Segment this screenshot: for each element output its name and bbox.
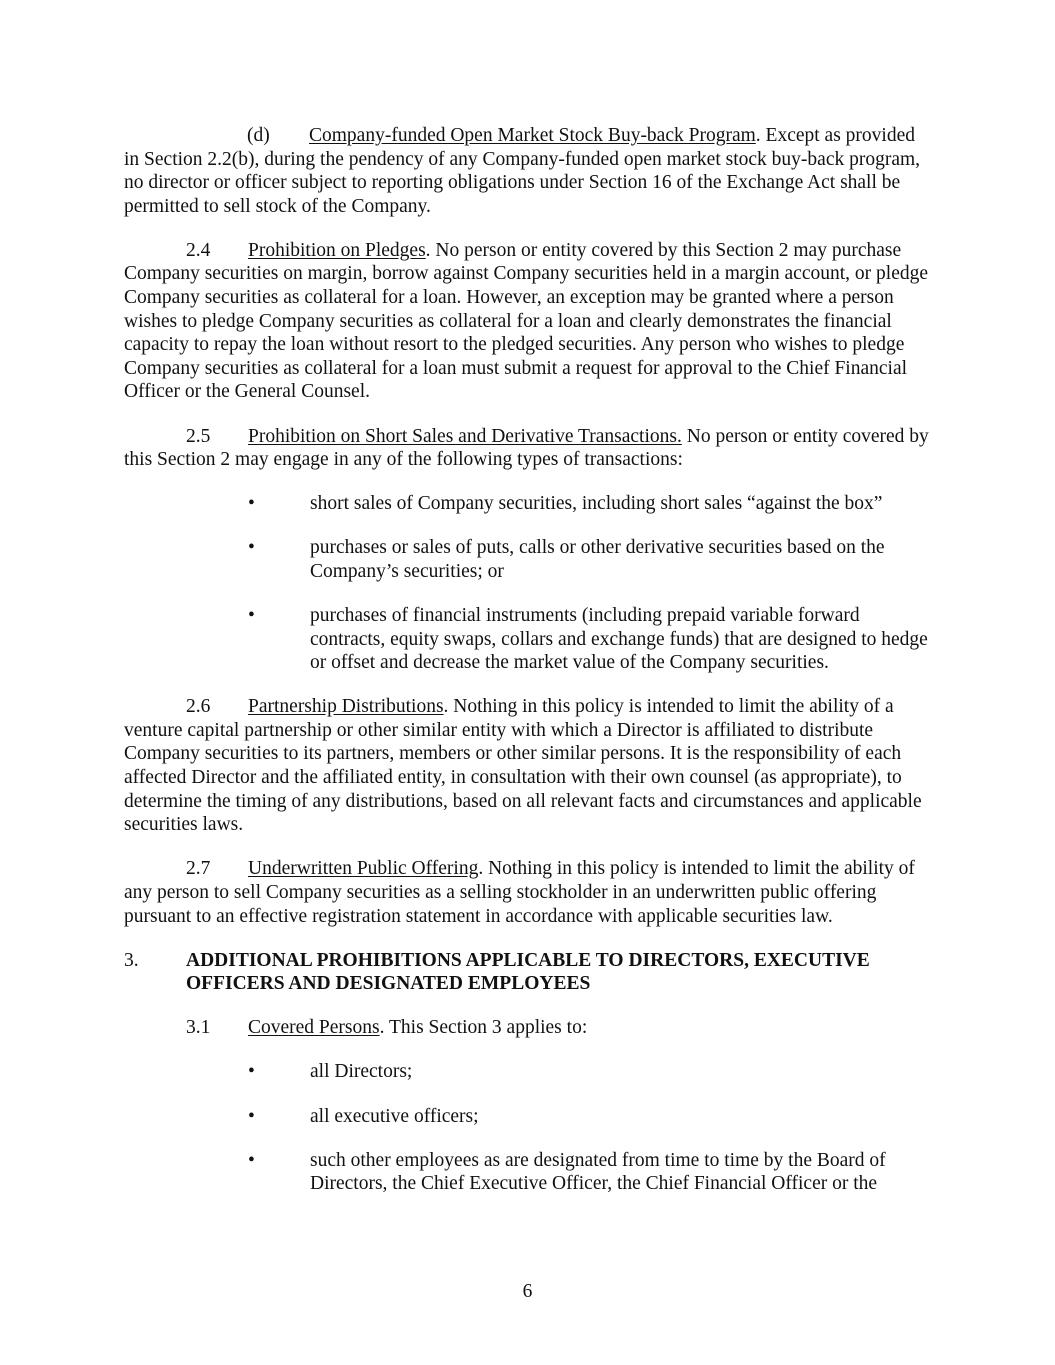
section-3-1 — [124, 1016, 934, 1040]
section-2-6 — [124, 695, 934, 837]
section-body: . Nothing in this policy is intended to limit the ability of a venture capital partnership or other similar entity with which a Director is affiliated to distribute Company securities to its partners, members or other similar persons. It is the responsibility of each affected Director and the affiliated entity, in consultation with their own counsel (as appropriate), to determine the timing of any distributions, based on all relevant facts and circumstances and applicable securities laws. — [124, 696, 922, 836]
section-title: Underwritten Public Offering — [248, 858, 479, 880]
section-title: Prohibition on Pledges — [248, 239, 426, 261]
section-body: No person or entity covered by this Section 2 may engage in any of the following types of transactions: — [124, 425, 929, 471]
section-number: 3. — [124, 949, 139, 971]
bullet-glyph: • — [248, 605, 255, 626]
section-3-heading — [124, 949, 934, 996]
bullet-glyph: • — [248, 537, 255, 559]
section-2-5-list — [124, 492, 934, 675]
section-title: Partnership Distributions — [248, 696, 444, 718]
section-title: Company-funded Open Market Stock Buy-back Program — [309, 125, 756, 146]
page-number: 6 — [522, 1281, 533, 1302]
bullet-glyph: • — [248, 1061, 255, 1083]
section-number: 2.5 — [186, 425, 211, 447]
section-2-7 — [124, 857, 934, 928]
section-title: Prohibition on Short Sales and Derivative Transactions. — [248, 425, 682, 447]
section-2-3-d — [124, 124, 934, 218]
list-item-text: all executive officers; — [310, 1105, 479, 1127]
section-body: . This Section 3 applies to: — [379, 1017, 588, 1039]
list-item — [124, 1105, 934, 1129]
list-item — [124, 492, 934, 516]
bullet-glyph: • — [248, 1105, 255, 1127]
section-number: 3.1 — [186, 1017, 211, 1039]
list-item-text: purchases of financial instruments (including prepaid variable forward contracts, equity swaps, collars and exchange funds) that are designed to hedge or offset and decrease the market value of the Company securities. — [310, 605, 928, 674]
section-2-4 — [124, 239, 934, 404]
section-number: 2.6 — [186, 696, 211, 718]
section-body: . Except as provided in Section 2.2(b), during the pendency of any Company-funded open market stock buy-back program, no director or officer subject to reporting obligations under Section 16 of the Exchange Act shall be permitted to sell stock of the Company. — [124, 125, 921, 217]
list-item — [124, 536, 934, 583]
section-body: . No person or entity covered by this Section 2 may purchase Company securities on margin, borrow against Company securities held in a margin account, or pledge Company securities as collateral for a loan. However, an exception may be granted where a person wishes to pledge Company securities as collateral for a loan and clearly demonstrates the financial capacity to repay the loan without resort to the pledged securities. Any person who wishes to pledge Company securities as collateral for a loan must submit a request for approval to the Chief Financial Officer or the General Counsel. — [124, 239, 929, 403]
section-2-5 — [124, 425, 934, 472]
list-item — [124, 604, 934, 675]
list-item-text: purchases or sales of puts, calls or other derivative securities based on the Company’s securities; or — [310, 537, 885, 582]
list-item-text: such other employees as are designated from time to time by the Board of Directors, the Chief Executive Officer, the Chief Financial Officer or the — [310, 1149, 886, 1195]
bullet-glyph: • — [248, 1149, 255, 1171]
section-body: . Nothing in this policy is intended to limit the ability of any person to sell Company securities as a selling stockholder in an underwritten public offering pursuant to an effective registration statement in accordance with applicable securities law. — [124, 858, 915, 927]
list-item-text: all Directors; — [310, 1061, 413, 1083]
section-title: Covered Persons — [248, 1017, 380, 1039]
section-heading-text: ADDITIONAL PROHIBITIONS APPLICABLE TO DIRECTORS, EXECUTIVE OFFICERS AND DESIGNATED EMPLOYEES — [186, 949, 870, 995]
bullet-glyph: • — [248, 493, 255, 515]
section-3-1-list — [124, 1060, 934, 1195]
section-number: (d) — [247, 125, 270, 146]
list-item — [124, 1149, 934, 1196]
list-item — [124, 1060, 934, 1084]
document-page — [124, 124, 934, 1216]
section-number: 2.4 — [186, 239, 211, 261]
section-number: 2.7 — [186, 858, 211, 880]
list-item-text: short sales of Company securities, including short sales “against the box” — [310, 493, 883, 515]
